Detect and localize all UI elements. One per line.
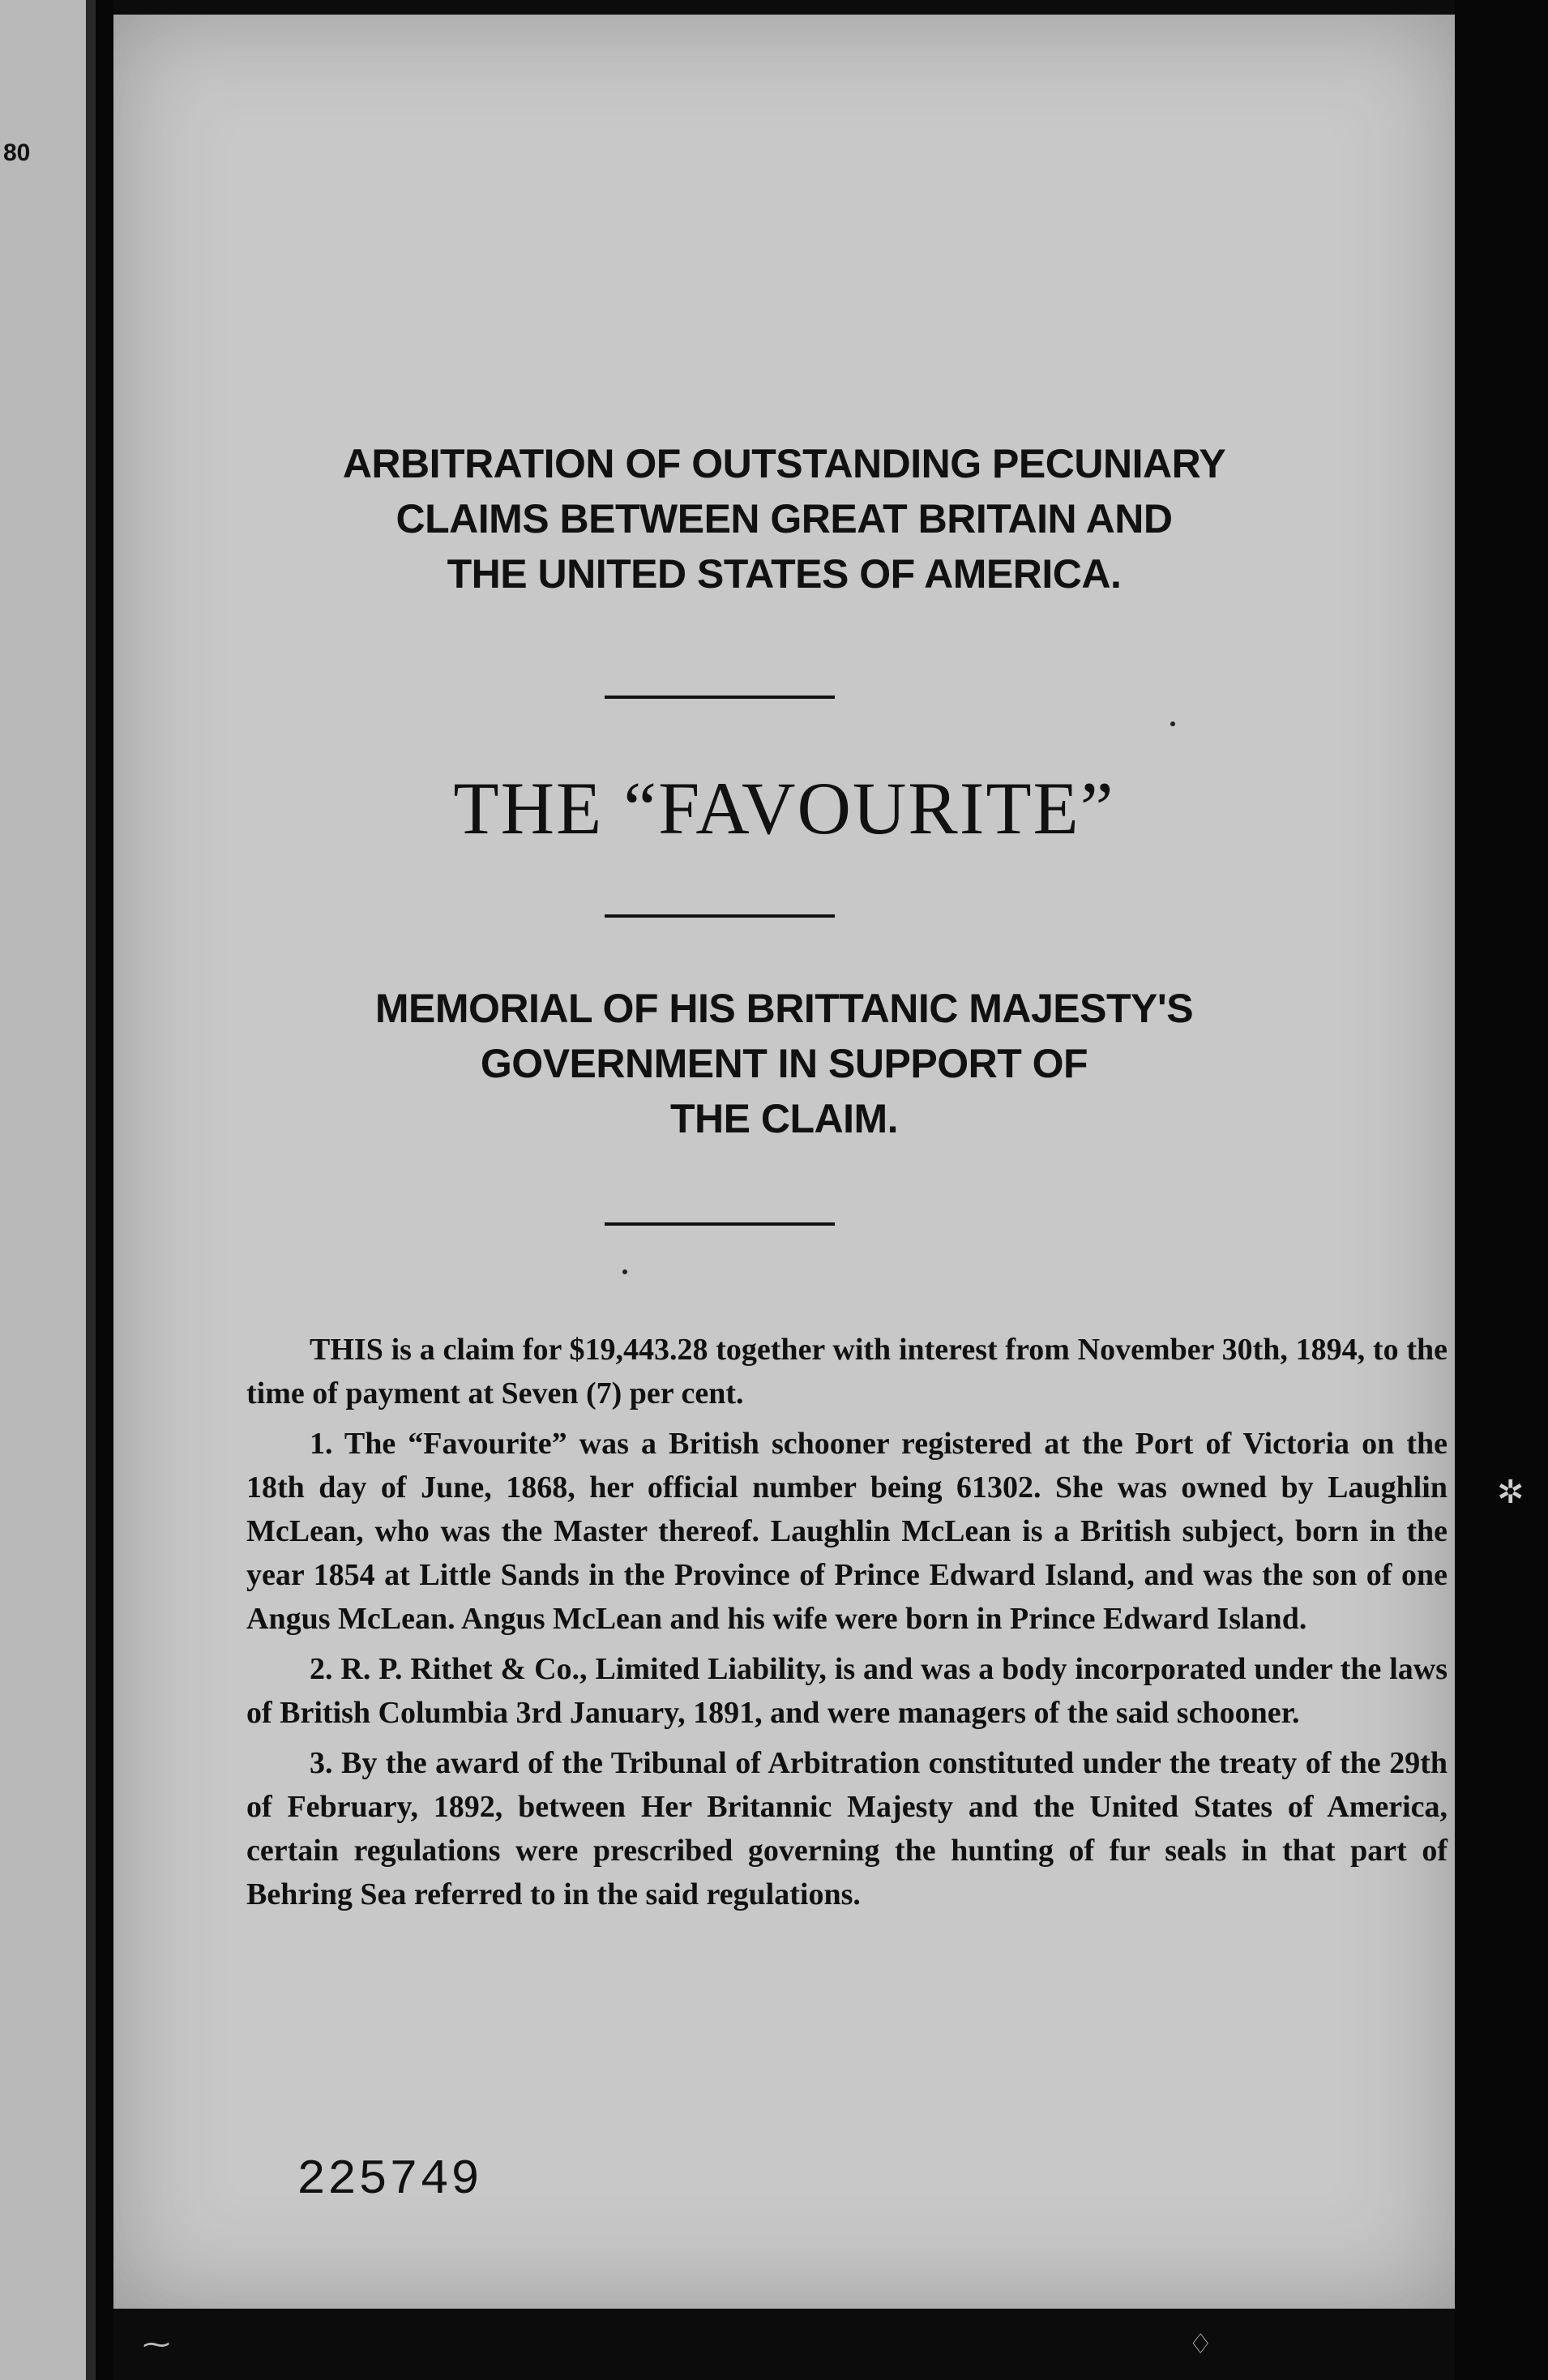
subheading-line-2: GOVERNMENT IN SUPPORT OF <box>480 1041 1088 1086</box>
claim-paragraph: THIS is a claim for $19,443.28 together with interest from November 30th, 1894, to the time of payment at Seven (7) per cent. <box>246 1333 1448 1410</box>
scan-background <box>1455 0 1548 2380</box>
page-gutter <box>96 0 113 2380</box>
scan-speck-bottom-left: ⁓ <box>143 2328 170 2361</box>
scan-speck-bottom-right: ♢ <box>1188 2328 1213 2361</box>
paragraph-3: 3. By the award of the Tribunal of Arbitration constituted under the treaty of the 29th of February, 1892, between Her Britannic Majesty and the United States of America, certain regulations were prescribed governing the hunting of fur seals in that part of Behring Sea referred to in the said regulations. <box>246 1746 1448 1911</box>
binding-shadow <box>86 0 96 2380</box>
heading-line-2: CLAIMS BETWEEN GREAT BRITAIN AND <box>396 496 1173 541</box>
heading-line-1: ARBITRATION OF OUTSTANDING PECUNIARY <box>342 441 1226 486</box>
edge-mark: 80 <box>3 139 31 166</box>
stamp-number: 225749 <box>297 2153 482 2208</box>
ship-title: THE “FAVOURITE” <box>453 767 1115 850</box>
divider-rule-2 <box>605 914 835 918</box>
divider-rule-3 <box>605 1222 835 1226</box>
memorial-body <box>246 1328 1448 1923</box>
paragraph-2: 2. R. P. Rithet & Co., Limited Liability, is and was a body incorporated under the laws of British Columbia 3rd January, 1891, and were managers of the said schooner. <box>246 1652 1448 1730</box>
subheading-line-1: MEMORIAL OF HIS BRITTANIC MAJESTY'S <box>374 986 1194 1031</box>
speck-dot <box>1170 721 1175 726</box>
document-page <box>113 15 1455 2309</box>
heading-line-3: THE UNITED STATES OF AMERICA. <box>447 551 1122 597</box>
previous-page-edge <box>0 0 96 2380</box>
subheading-line-3: THE CLAIM. <box>669 1096 899 1141</box>
speck-dot-2 <box>622 1269 627 1274</box>
paragraph-1: 1. The “Favourite” was a British schooner registered at the Port of Victoria on the 18th day of June, 1868, her official number being 61302. She was owned by Laughlin McLean, who was the Master thereof. Laughlin McLean is a British subject, born in the year 1854 at Little Sands in the Province of Prince Edward Island, and was the son of one Angus McLean. Angus McLean and his wife were born in Prince Edward Island. <box>246 1427 1448 1636</box>
divider-rule-1 <box>605 696 835 699</box>
scan-speck: ✲ <box>1497 1474 1524 1511</box>
